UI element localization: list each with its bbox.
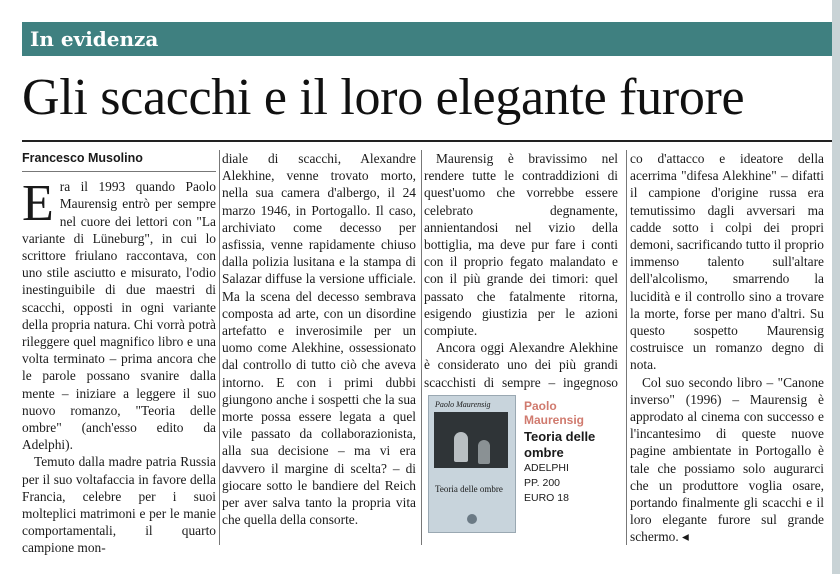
book-box [428, 395, 618, 535]
column-separator [421, 150, 422, 545]
chess-piece-icon [478, 440, 490, 464]
book-price: EURO 18 [524, 492, 569, 504]
cover-author: Paolo Maurensig [435, 400, 491, 409]
cover-title: Teoria delle ombre [435, 484, 503, 494]
column-separator [219, 150, 220, 545]
publisher-logo-icon [467, 514, 477, 524]
book-title: Teoria delle ombre [524, 429, 596, 460]
section-label: In evidenza [30, 27, 159, 51]
chess-photo [434, 412, 508, 468]
paragraph: Col suo secondo libro – "Canone inverso" (1996) – Maurensig è approdato al cinema con successo e l'incantesimo di queste nuove pagine ambientate in Portogallo è tale che possiamo solo augurarci che un produttore voglia osare, portando finalmente gli scacchi e il loro elegante furore sul grande schermo. ◂ [630, 374, 824, 545]
paragraph-text: ra il 1993 quando Paolo Maurensig entrò per sempre nel cuore dei lettori con "La variante di Lüneburg", in cui lo scrittore friulano raccontava, con uno stile asciutto e misurato, l'odio inestinguibile di due maestri di scacchi, opposti in ogni variante della propria natura. Chi vorrà potrà rileggere quel magnifico libro e una volta terminato – prima ancora che le parole possano svanire dalla mente – iniziare a leggere il suo nuovo romanzo, "Teoria delle ombre" (anch'esso edito da Adelphi). [22, 179, 216, 453]
column-3 [424, 150, 618, 390]
book-cover [428, 395, 516, 533]
drop-cap: E [22, 175, 54, 233]
byline: Francesco Musolino [22, 150, 216, 172]
book-info [524, 399, 618, 506]
paragraph: diale di scacchi, Alexandre Alekhine, venne trovato morto, nella sua camera d'albergo, il 24 marzo 1946, in Portogallo. Il caso, archiviato come decesso per asfissia, venne rapidamente chiuso dalla polizia lusitana e la stampa di Salazar diffuse la versione ufficiale. Ma la scena del decesso sembrava composta ad arte, con un disordine artefatto e inverosimile per un uomo come Alekhine, ossessionato dal controllo di tutto ciò che aveva intorno. E con i primi dubbi giungono anche i sospetti che la sua morte possa essere legata a quel vile passato da collaborazionista, alla sua decisione – ma vi era davvero il margine di scelta? – di giocare sotto le bandiere del Reich per aver salva tanto la propria vita che quella della consorte. [222, 151, 416, 528]
paragraph: Temuto dalla madre patria Russia per il suo voltafaccia in favore della Francia, celebre per i suoi molteplici matrimoni e per le manie comportamentali, il quarto campione mon- [22, 454, 216, 556]
column-2 [222, 150, 416, 560]
paragraph: co d'attacco e ideatore della acerrima "difesa Alekhine" – difatti il campione d'origine russa era temutissimo dagli avversari ma cadde sotto i colpi dei propri demoni, sacrificando tutto il proprio immenso talento sull'altare dell'alcolismo, smarrendo la lucidità e il controllo sino a trovare la morte, forse per mano d'altri. Su questo sospetto Maurensig costruisce un romanzo degno di nota. [630, 151, 824, 373]
headline: Gli scacchi e il loro elegante furore [22, 69, 745, 126]
column-1 [22, 150, 216, 560]
section-bar [22, 22, 832, 56]
chess-piece-icon [454, 432, 468, 462]
column-4 [630, 150, 824, 560]
book-author: Paolo Maurensig [524, 399, 585, 427]
paragraph [22, 175, 216, 453]
paragraph: Ancora oggi Alexandre Alekhine è considerato uno dei più grandi scacchisti di sempre – ingegnoso [424, 340, 618, 390]
column-separator [626, 150, 627, 545]
book-publisher: ADELPHI [524, 462, 569, 474]
paragraph: Maurensig è bravissimo nel rendere tutte le contraddizioni di quest'uomo che vorrebbe essere celebrato degnamente, annientandosi nel vizio della bottiglia, ma deve pur fare i conti con il proprio fegato malandato e con il più grande dei timori: quel passato che fatalmente ritorna, esigendo giustizia per le azioni compiute. [424, 151, 618, 339]
book-pages: PP. 200 [524, 477, 561, 489]
headline-rule [22, 140, 832, 142]
page-edge [832, 0, 840, 574]
